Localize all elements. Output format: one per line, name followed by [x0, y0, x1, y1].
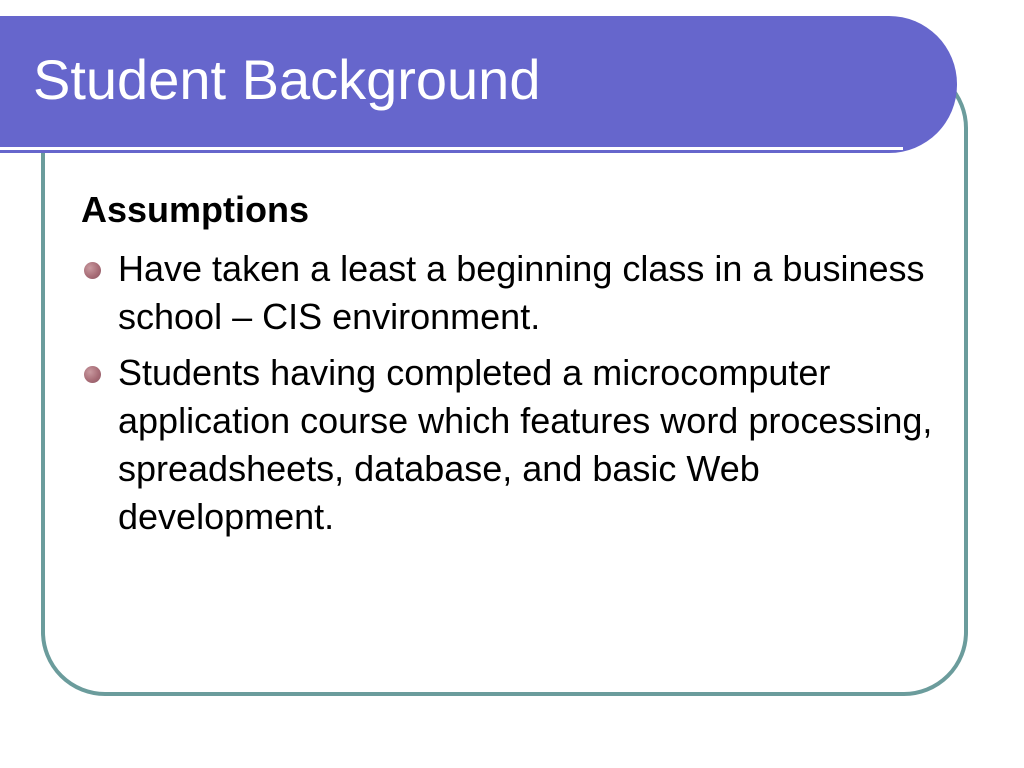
bullet-dot-icon [84, 366, 101, 383]
bullet-item [80, 349, 940, 541]
bullet-text: Students having completed a microcomputer application course which features word processing, spreadsheets, database, and basic Web development. [118, 352, 933, 537]
bullet-text: Have taken a least a beginning class in a business school – CIS environment. [118, 248, 925, 337]
bullet-item [80, 245, 940, 341]
slide-title: Student Background [33, 48, 541, 111]
title-underline [0, 147, 903, 150]
section-heading: Assumptions [81, 189, 310, 230]
bullet-list [80, 245, 940, 549]
bullet-dot-icon [84, 262, 101, 279]
